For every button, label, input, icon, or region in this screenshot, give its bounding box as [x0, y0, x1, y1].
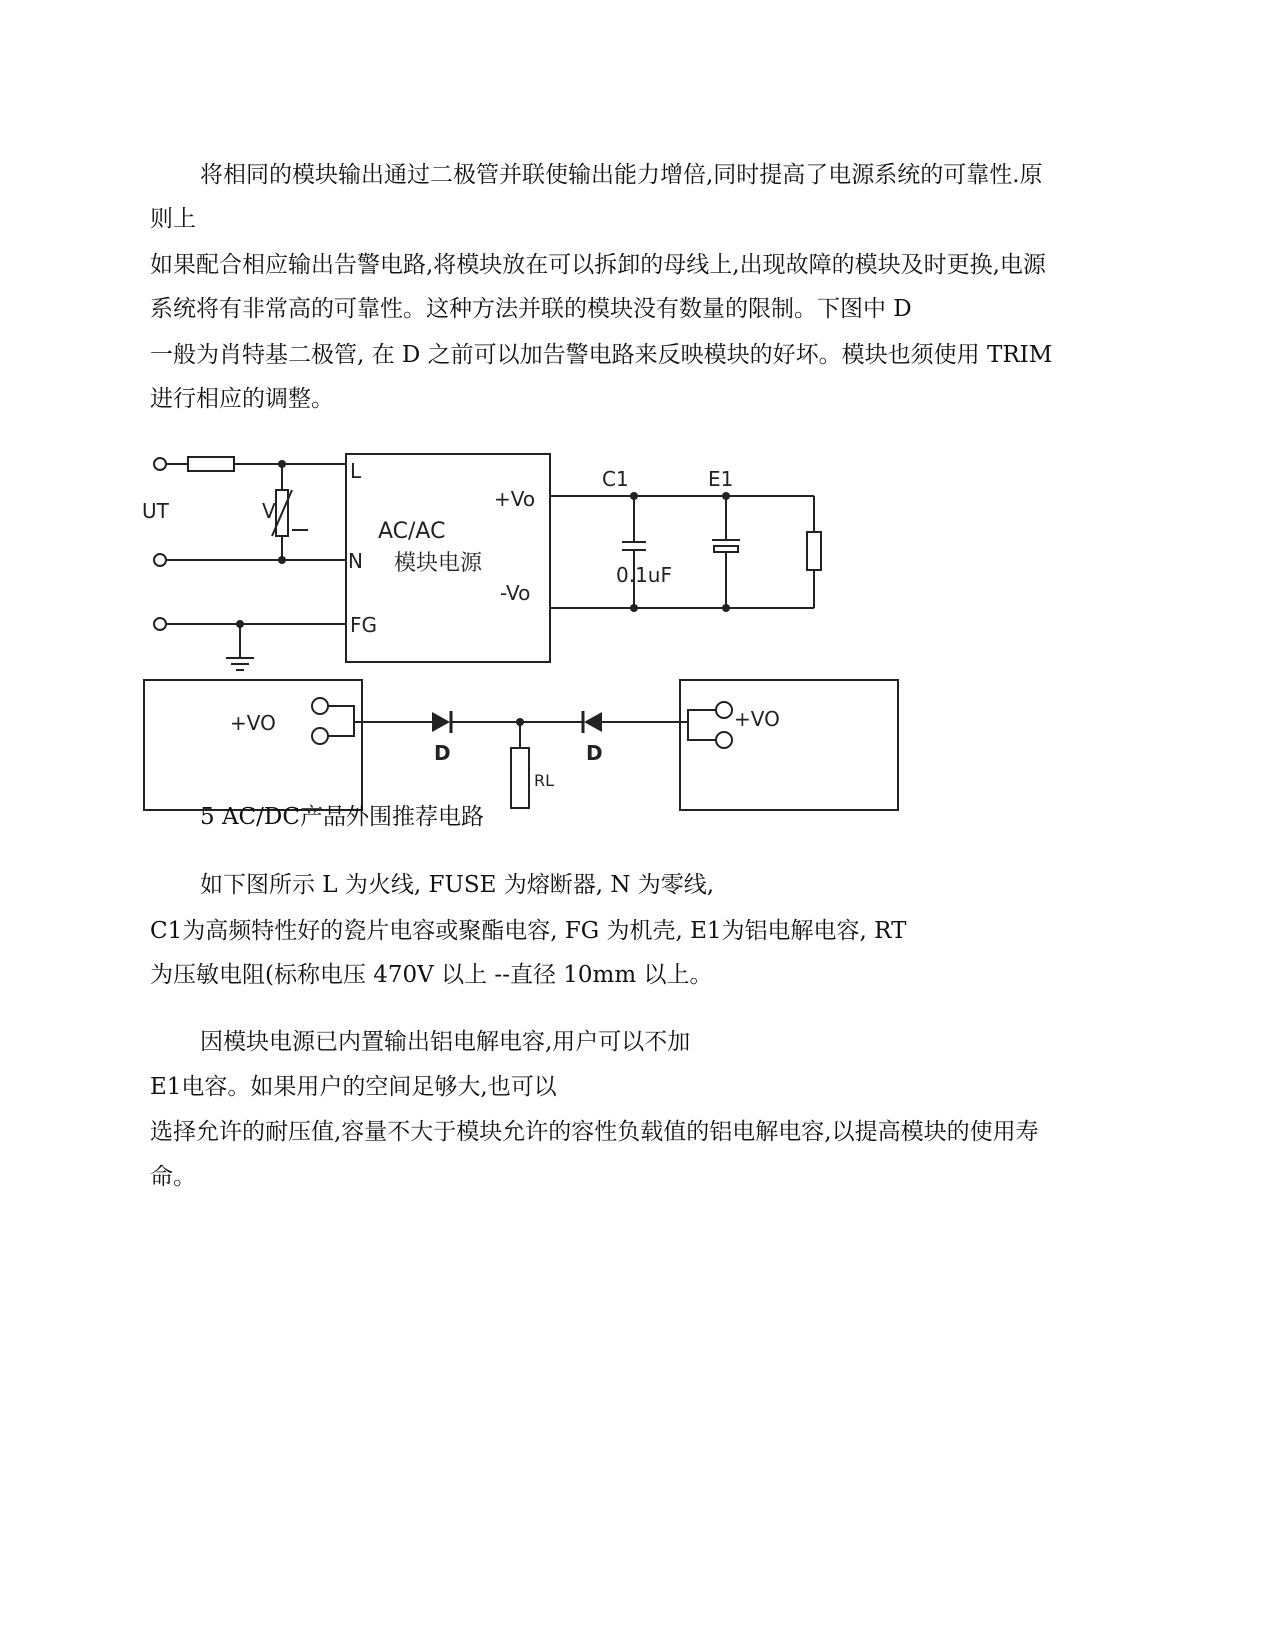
vo-left-label: +VO — [230, 711, 276, 735]
pin-fg-label: FG — [350, 613, 378, 637]
vo-right-label: +VO — [734, 707, 780, 731]
paragraph-2-line-3: 为压敏电阻(标称电压 470V 以上 --直径 10mm 以上。 — [150, 962, 713, 988]
fuse-symbol — [188, 457, 234, 471]
pin-l-label: L — [350, 459, 362, 483]
terminal-right-2 — [716, 732, 732, 748]
paragraph-1-line-6: 进行相应的调整。 — [150, 386, 334, 412]
e1-label: E1 — [708, 467, 734, 491]
paragraph-2-line-1: 如下图所示 L 为火线, FUSE 为熔断器, N 为零线, — [200, 872, 715, 898]
paragraph-3-line-3: 选择允许的耐压值,容量不大于模块允许的容性负载值的铝电解电容,以提高模块的使用寿 — [150, 1119, 1039, 1145]
paragraph-2-line-2: C1为高频特性好的瓷片电容或聚酯电容, FG 为机壳, E1为铝电解电容, RT — [150, 918, 907, 944]
paragraph-1-line-5: 一般为肖特基二极管, 在 D 之前可以加告警电路来反映模块的好坏。模块也须使用 TRIM — [150, 342, 1053, 368]
paragraph-3-line-2: E1电容。如果用户的空间足够大,也可以 — [150, 1074, 557, 1100]
paragraph-3-line-1: 因模块电源已内置输出铝电解电容,用户可以不加 — [200, 1029, 691, 1055]
paragraph-1-line-1: 将相同的模块输出通过二极管并联使输出能力增倍,同时提高了电源系统的可靠性.原 — [200, 162, 1043, 188]
pin-n-label: N — [348, 549, 363, 573]
c1-label: C1 — [602, 467, 629, 491]
paragraph-1-line-2: 则上 — [150, 206, 196, 232]
module-name-line-1: AC/AC — [378, 519, 446, 544]
diode-left-symbol — [432, 712, 450, 732]
varistor-label: V — [262, 499, 276, 523]
terminal-right-1 — [716, 702, 732, 718]
load-resistor — [807, 532, 821, 570]
module-box-left — [144, 680, 362, 810]
paragraph-1-line-4: 系统将有非常高的可靠性。这种方法并联的模块没有数量的限制。下图中 D — [150, 296, 912, 322]
input-terminal-l — [154, 458, 166, 470]
diode-left-label: D — [434, 741, 451, 765]
input-terminal-n — [154, 554, 166, 566]
terminal-left-1 — [312, 698, 328, 714]
output-negative-label: -Vo — [500, 581, 531, 605]
circuit-diagram-svg — [142, 450, 950, 790]
paragraph-1-line-3: 如果配合相应输出告警电路,将模块放在可以拆卸的母线上,出现故障的模块及时更换,电源 — [150, 252, 1046, 278]
paragraph-3-line-4: 命。 — [150, 1164, 196, 1190]
diode-right-label: D — [586, 741, 603, 765]
section-heading: 5 AC/DC产品外围推荐电路 — [200, 804, 484, 830]
load-resistor-label: RL — [534, 771, 555, 790]
input-label: UT — [142, 499, 169, 523]
terminal-left-2 — [312, 728, 328, 744]
output-positive-label: +Vo — [494, 487, 536, 511]
input-terminal-fg — [154, 618, 166, 630]
circuit-diagram — [142, 450, 950, 790]
module-box-right — [680, 680, 898, 810]
diode-right-symbol — [584, 712, 602, 732]
module-name-line-2: 模块电源 — [394, 551, 483, 576]
resistor-rl — [511, 748, 529, 808]
c1-value-label: 0.1uF — [616, 563, 672, 587]
